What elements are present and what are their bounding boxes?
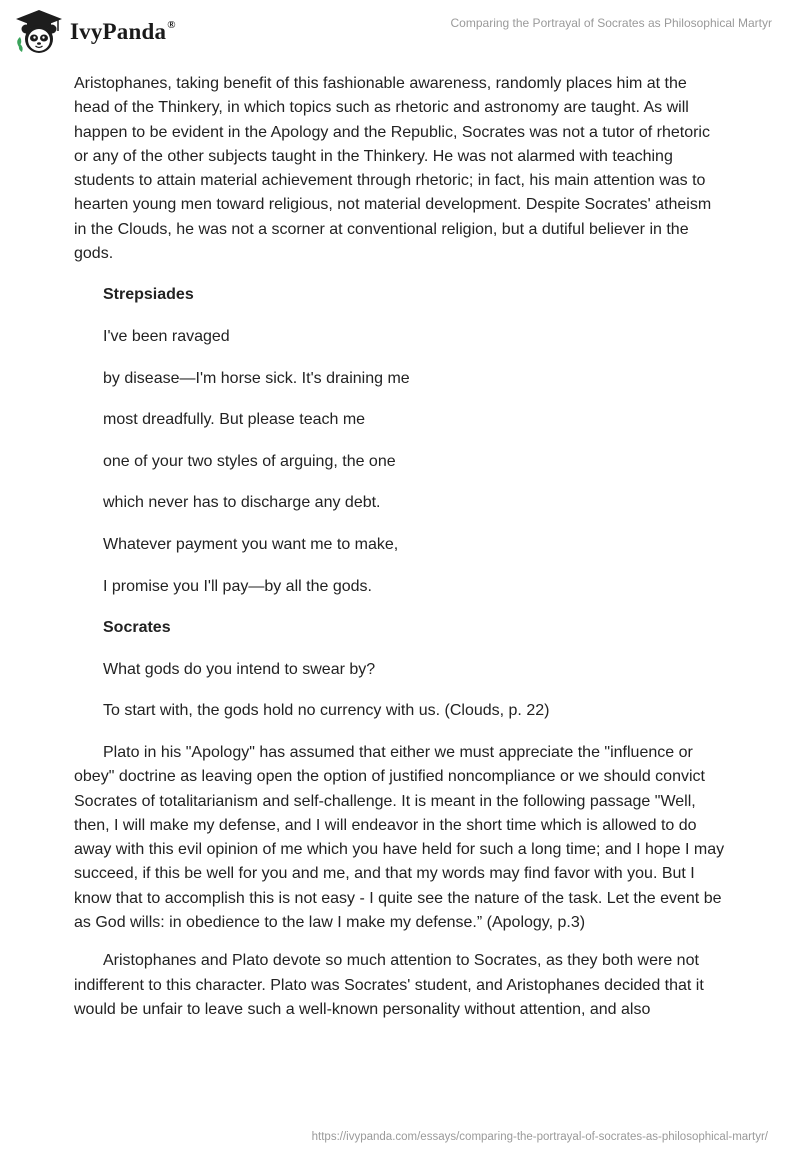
paragraph: Aristophanes, taking benefit of this fashionable awareness, randomly places him at the head of the Thinkery, in which topics such as rhetoric and astronomy are taught. As will happen to be evident in the Apology and the Republic, Socrates was not a tutor of rhetoric or any of the other subjects taught in the Thinkery. He was not alarmed with teaching students to attain material achievement through rhetoric; in fact, his main attention was to hearten young men toward religious, not material development. Despite Socrates' atheism in the Clouds, he was not a scorner at conventional religion, but a dutiful believer in the gods. (74, 75, 712, 263)
panda-graduate-icon (14, 9, 64, 55)
paragraph: Aristophanes and Plato devote so much attention to Socrates, as they both were not indifferent to this character. Plato was Socrates' student, and Aristophanes decided that it would be unfair to leave such a well-known personality without attention, and also (74, 952, 704, 1018)
verse-line: Whatever payment you want me to make, (103, 535, 399, 553)
verse-line: I've been ravaged (103, 327, 230, 345)
verse-line: by disease—I'm horse sick. It's draining me (103, 369, 410, 387)
page-header (0, 0, 800, 70)
ivypanda-logo[interactable] (14, 9, 176, 55)
verse-line: What gods do you intend to swear by? (103, 660, 376, 678)
source-url[interactable]: https://ivypanda.com/essays/comparing-the-portrayal-of-socrates-as-philosophical-martyr/ (311, 1131, 768, 1143)
verse-line: I promise you I'll pay—by all the gods. (103, 577, 372, 595)
speaker-name: Strepsiades (103, 286, 194, 304)
essay-content (74, 72, 726, 1022)
verse-line: which never has to discharge any debt. (103, 494, 381, 512)
verse-line: To start with, the gods hold no currency with us. (Clouds, p. 22) (103, 702, 550, 720)
speaker-name: Socrates (103, 619, 171, 637)
verse-line: one of your two styles of arguing, the one (103, 452, 396, 470)
document-title: Comparing the Portrayal of Socrates as Philosophical Martyr (450, 16, 772, 30)
brand-name: IvyPanda® (70, 19, 176, 44)
verse-line: most dreadfully. But please teach me (103, 411, 366, 429)
paragraph: Plato in his "Apology" has assumed that either we must appreciate the "influence or obey" doctrine as leaving open the option of justified noncompliance or we should convict Socrates of totalitarianism and self-challenge. It is meant in the following passage "Well, then, I will make my defense, and I will endeavor in the short time which is allowed to do away with this evil opinion of me which you have held for such a long time; and I hope I may succeed, if this be well for you and me, and that my words may find favor with you. But I know that to accomplish this is not easy - I quite see the nature of the task. Let the event be as God wills: in obedience to the law I make my defense.” (Apology, p.3) (74, 743, 725, 931)
